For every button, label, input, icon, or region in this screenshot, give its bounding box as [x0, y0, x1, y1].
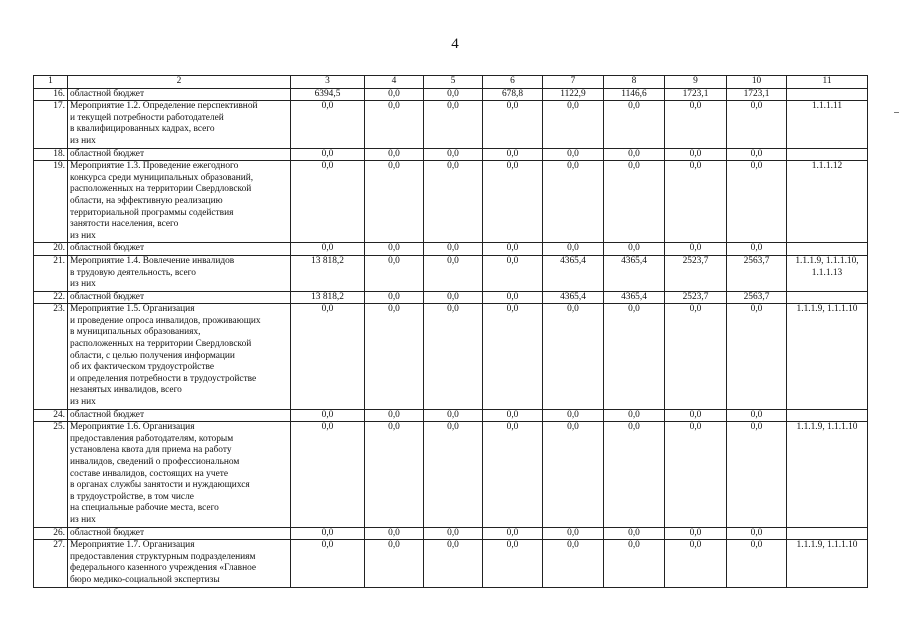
year-cell: 0,0 [483, 255, 543, 291]
year-cell: 0,0 [604, 304, 665, 409]
year-cell: 0,0 [604, 161, 665, 243]
year-cell: 0,0 [543, 101, 604, 148]
year-cell: 1723,1 [727, 88, 787, 101]
year-cell: 0,0 [424, 101, 483, 148]
year-cell: 0,0 [665, 101, 727, 148]
header-cell: 1 [34, 76, 68, 89]
year-cell: 0,0 [543, 409, 604, 422]
table-row [34, 291, 868, 304]
target-code-cell: 1.1.1.9, 1.1.1.10, 1.1.1.13 [787, 255, 868, 291]
year-cell: 0,0 [483, 161, 543, 243]
row-number-cell: 24. [34, 409, 68, 422]
row-number-cell: 27. [34, 540, 68, 587]
table-row [34, 255, 868, 291]
year-cell: 678,8 [483, 88, 543, 101]
year-cell: 0,0 [727, 527, 787, 540]
description-cell: областной бюджет [68, 88, 291, 101]
total-cell: 13 818,2 [291, 291, 365, 304]
year-cell: 0,0 [604, 148, 665, 161]
total-cell: 0,0 [291, 422, 365, 527]
year-cell: 2563,7 [727, 255, 787, 291]
year-cell: 0,0 [424, 304, 483, 409]
row-number-cell: 25. [34, 422, 68, 527]
total-cell: 6394,5 [291, 88, 365, 101]
target-code-cell [787, 291, 868, 304]
year-cell: 0,0 [727, 304, 787, 409]
year-cell: 0,0 [543, 540, 604, 587]
total-cell: 0,0 [291, 409, 365, 422]
year-cell: 0,0 [365, 409, 424, 422]
table-row [34, 243, 868, 256]
description-cell: Мероприятие 1.6. Организация предоставления работодателям, которым установлена квота для приема на работу инвалидов, сведений о профессиональном составе инвалидов, состоящих на учете в органах службы занятости и нуждающихся в трудоустройстве, в том числе на специальные рабочие места, всего из них [68, 422, 291, 527]
header-cell: 8 [604, 76, 665, 89]
year-cell: 0,0 [483, 540, 543, 587]
page-number: 4 [451, 36, 459, 52]
year-cell: 4365,4 [543, 291, 604, 304]
table-header-row [34, 76, 868, 89]
year-cell: 0,0 [543, 527, 604, 540]
year-cell: 0,0 [365, 540, 424, 587]
target-code-cell: 1.1.1.9, 1.1.1.10 [787, 304, 868, 409]
budget-table [33, 75, 868, 588]
table-row [34, 527, 868, 540]
row-number-cell: 18. [34, 148, 68, 161]
header-cell: 3 [291, 76, 365, 89]
description-cell: областной бюджет [68, 409, 291, 422]
year-cell: 0,0 [727, 422, 787, 527]
year-cell: 0,0 [483, 304, 543, 409]
row-number-cell: 19. [34, 161, 68, 243]
row-number-cell: 23. [34, 304, 68, 409]
total-cell: 0,0 [291, 540, 365, 587]
year-cell: 0,0 [727, 148, 787, 161]
year-cell: 0,0 [424, 422, 483, 527]
row-number-cell: 17. [34, 101, 68, 148]
header-cell: 7 [543, 76, 604, 89]
row-number-cell: 20. [34, 243, 68, 256]
year-cell: 0,0 [665, 148, 727, 161]
total-cell: 0,0 [291, 161, 365, 243]
year-cell: 0,0 [365, 304, 424, 409]
target-code-cell [787, 243, 868, 256]
year-cell: 0,0 [424, 540, 483, 587]
year-cell: 0,0 [365, 148, 424, 161]
header-cell: 11 [787, 76, 868, 89]
year-cell: 0,0 [365, 422, 424, 527]
row-number-cell: 21. [34, 255, 68, 291]
header-cell: 2 [68, 76, 291, 89]
total-cell: 0,0 [291, 101, 365, 148]
total-cell: 0,0 [291, 304, 365, 409]
target-code-cell: 1.1.1.11 [787, 101, 868, 148]
year-cell: 0,0 [604, 527, 665, 540]
table-row [34, 409, 868, 422]
total-cell: 0,0 [291, 148, 365, 161]
header-cell: 10 [727, 76, 787, 89]
year-cell: 0,0 [424, 243, 483, 256]
description-cell: Мероприятие 1.7. Организация предоставления структурным подразделениям федерального казенного учреждения «Главное бюро медико-социальной экспертизы [68, 540, 291, 587]
year-cell: 0,0 [483, 527, 543, 540]
year-cell: 0,0 [604, 540, 665, 587]
table-row [34, 161, 868, 243]
description-cell: Мероприятие 1.3. Проведение ежегодного конкурса среди муниципальных образований, расположенных на территории Свердловской области, на эффективную реализацию территориальной программы содействия занятости населения, всего из них [68, 161, 291, 243]
year-cell: 0,0 [604, 409, 665, 422]
target-code-cell [787, 409, 868, 422]
year-cell: 0,0 [604, 243, 665, 256]
year-cell: 0,0 [424, 161, 483, 243]
header-cell: 6 [483, 76, 543, 89]
row-number-cell: 22. [34, 291, 68, 304]
scan-mark [894, 112, 899, 113]
year-cell: 0,0 [424, 409, 483, 422]
year-cell: 0,0 [543, 304, 604, 409]
description-cell: областной бюджет [68, 527, 291, 540]
description-cell: Мероприятие 1.5. Организация и проведение опроса инвалидов, проживающих в муниципальных образованиях, расположенных на территории Свердловской области, с целью получения информации об их фактическом трудоустройстве и определения потребности в трудоустройстве незанятых инвалидов, всего из них [68, 304, 291, 409]
year-cell: 0,0 [365, 101, 424, 148]
year-cell: 0,0 [483, 422, 543, 527]
year-cell: 2523,7 [665, 255, 727, 291]
description-cell: Мероприятие 1.4. Вовлечение инвалидов в трудовую деятельность, всего из них [68, 255, 291, 291]
year-cell: 0,0 [727, 540, 787, 587]
total-cell: 0,0 [291, 243, 365, 256]
year-cell: 1146,6 [604, 88, 665, 101]
year-cell: 0,0 [483, 243, 543, 256]
table-row [34, 422, 868, 527]
year-cell: 0,0 [365, 255, 424, 291]
year-cell: 0,0 [665, 422, 727, 527]
year-cell: 2523,7 [665, 291, 727, 304]
year-cell: 1723,1 [665, 88, 727, 101]
table-row [34, 304, 868, 409]
year-cell: 0,0 [665, 304, 727, 409]
year-cell: 0,0 [665, 243, 727, 256]
year-cell: 0,0 [365, 243, 424, 256]
year-cell: 0,0 [365, 161, 424, 243]
target-code-cell: 1.1.1.9, 1.1.1.10 [787, 540, 868, 587]
year-cell: 0,0 [604, 422, 665, 527]
description-cell: областной бюджет [68, 291, 291, 304]
year-cell: 0,0 [543, 243, 604, 256]
table-row [34, 101, 868, 148]
year-cell: 0,0 [665, 540, 727, 587]
year-cell: 0,0 [604, 101, 665, 148]
year-cell: 0,0 [424, 148, 483, 161]
total-cell: 13 818,2 [291, 255, 365, 291]
year-cell: 0,0 [424, 291, 483, 304]
year-cell: 2563,7 [727, 291, 787, 304]
target-code-cell [787, 88, 868, 101]
header-cell: 9 [665, 76, 727, 89]
year-cell: 0,0 [483, 291, 543, 304]
year-cell: 1122,9 [543, 88, 604, 101]
year-cell: 0,0 [424, 255, 483, 291]
table-row [34, 88, 868, 101]
year-cell: 4365,4 [543, 255, 604, 291]
year-cell: 0,0 [727, 243, 787, 256]
year-cell: 0,0 [727, 409, 787, 422]
year-cell: 0,0 [727, 161, 787, 243]
header-cell: 5 [424, 76, 483, 89]
year-cell: 4365,4 [604, 255, 665, 291]
year-cell: 4365,4 [604, 291, 665, 304]
row-number-cell: 26. [34, 527, 68, 540]
description-cell: областной бюджет [68, 243, 291, 256]
description-cell: Мероприятие 1.2. Определение перспективной и текущей потребности работодателей в квалифицированных кадрах, всего из них [68, 101, 291, 148]
year-cell: 0,0 [727, 101, 787, 148]
header-cell: 4 [365, 76, 424, 89]
year-cell: 0,0 [365, 291, 424, 304]
year-cell: 0,0 [665, 527, 727, 540]
year-cell: 0,0 [483, 409, 543, 422]
year-cell: 0,0 [424, 88, 483, 101]
target-code-cell [787, 148, 868, 161]
year-cell: 0,0 [424, 527, 483, 540]
table-row [34, 148, 868, 161]
year-cell: 0,0 [665, 161, 727, 243]
target-code-cell: 1.1.1.12 [787, 161, 868, 243]
row-number-cell: 16. [34, 88, 68, 101]
year-cell: 0,0 [665, 409, 727, 422]
year-cell: 0,0 [543, 148, 604, 161]
description-cell: областной бюджет [68, 148, 291, 161]
year-cell: 0,0 [365, 88, 424, 101]
total-cell: 0,0 [291, 527, 365, 540]
year-cell: 0,0 [543, 422, 604, 527]
target-code-cell: 1.1.1.9, 1.1.1.10 [787, 422, 868, 527]
year-cell: 0,0 [483, 101, 543, 148]
year-cell: 0,0 [365, 527, 424, 540]
year-cell: 0,0 [483, 148, 543, 161]
target-code-cell [787, 527, 868, 540]
year-cell: 0,0 [543, 161, 604, 243]
table-row [34, 540, 868, 587]
